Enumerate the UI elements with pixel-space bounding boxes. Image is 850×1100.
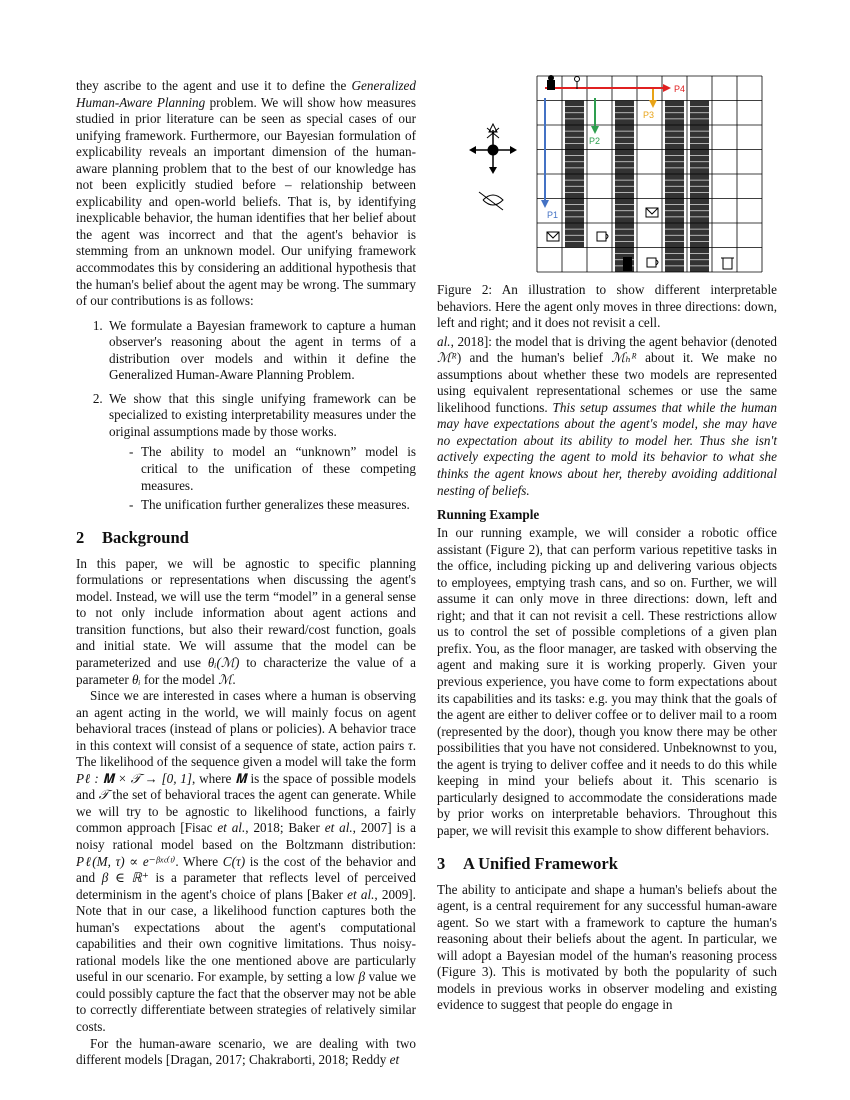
path-p1 (541, 98, 558, 220)
movement-compass (469, 124, 517, 174)
coffee-icon-2 (647, 258, 658, 267)
running-example-paragraph: In our running example, we will consider a robotic office assistant (Figure 2), that can perform various repetitive tasks in the office, including picking up and delivering various objects to employees, emptying trash cans, and so on. Further, we will assume it can only move in three directions: down, left and right; and that it can not revisit a cell. These restrictions allow us to control the set of possible completions of a given plan prefix. You, as the floor manager, are tasked with observing the agent and making sure it is working properly. Given your previous experience, you have come to form expectations about its capabilities and its tasks: e.g. you may think that the goals of the agent are either to deliver coffee or to deliver mail to a room (represented by the door), though you know there may be other possibilities that you have not considered. Unbeknownst to you, the agent is trying to deliver coffee and it needs to do this while keeping in mind your beliefs about it. This scenario is particularly designed to accommodate the considerations made by prior works on interpretable behaviors. Throughout this paper, we will revisit this example to show different behaviors. (437, 525, 777, 838)
intro-paragraph: they ascribe to the agent and use it to define the Generalized Human-Aware Planning problem. We will show how measures studied in prior literature can be seen as special cases of our unifying framework. Furthermore, our Bayesian formulation of explicability reveals an important dimension of the human-aware planning problem that to the best of our knowledge has not been explicitly studied before – relationship between explicability and open-world beliefs. That is, by identifying inexplicable behavior, the human identifies that her belief about the agent was incorrect and that the agent's behavior is stemming from an unknown model. Our unifying framework accommodates this by considering an additional hypothesis that the human's belief about the agent may be wrong. The summary of our contributions is as follows: (76, 78, 416, 309)
grid-world-illustration (437, 72, 777, 282)
contributions-list (76, 318, 416, 514)
path-label-p3: P3 (643, 110, 655, 120)
unified-framework-paragraph: The ability to anticipate and shape a human's beliefs about the agent, is a central requirement for any successful human-aware agent. So we start with a framework to capture the human's reasoning about their beliefs about the agent. In particular, we will adopt a Bayesian model of the human's reasoning process (Figure 3). This is motivated by both the popularity of such models in previous works in observer modeling and existing evidence to suggest that people do engage in (437, 881, 777, 1013)
path-label-p1: P1 (547, 210, 559, 220)
contribution-subitem-2: - The unification further generalizes these measures. (129, 497, 416, 514)
path-p4 (545, 84, 685, 94)
background-paragraph-3: For the human-aware scenario, we are dealing with two different models [Dragan, 2017; Chakraborti, 2018; Reddy et (76, 1035, 416, 1068)
no-revisit-icon (479, 192, 503, 210)
model-paragraph: al., 2018]: the model that is driving the agent behavior (denoted ℳᴿ) and the human's belief ℳₕᴿ about it. We make no assumptions about whether these two models are represented using equivalent representational schemes or use the same likelihood functions. This setup assumes that while the human may have expectations about the agent's model, she may have no expectation about its ability to model her. Thus she isn't actively expecting the agent to mold its behavior to what she thinks the agent knows about her, thereby avoiding additional nesting of beliefs. (437, 333, 777, 498)
path-p3 (643, 88, 657, 120)
figure-2 (437, 72, 777, 282)
left-column (76, 78, 416, 1069)
contribution-sublist (109, 444, 416, 513)
contribution-subitem-1: - The ability to model an “unknown” model is critical to the unification of these competing measures. (129, 444, 416, 494)
coffee-icon-1 (597, 232, 608, 241)
door-icon (623, 257, 632, 271)
contribution-item-1: 1. We formulate a Bayesian framework to capture a human observer's reasoning about the agent in terms of a distribution over models and within it define the Generalized Human-Aware Planning Problem. (106, 318, 416, 384)
background-paragraph-2: Since we are interested in cases where a human is observing an agent acting in the world, we will mainly focus on agent behavioral traces (instead of plans or policies). A behavior trace in this context will consist of a sequence of state, action pairs τ. The likelihood of the sequence given a model will take the form Pℓ : 𝐌 × 𝒯 → [0, 1], where 𝐌 is the space of possible models and 𝒯 the set of behavioral traces the agent can generate. While we will try to be agnostic to likelihood functions, a fairly common approach [Fisac et al., 2018; Baker et al., 2007] is a noisy rational model based on the Boltzmann distribution: Pℓ(M, τ) ∝ e⁻ᵝˣᶜ⁽ᵗ⁾. Where C(τ) is the cost of the behavior and and β ∈ ℝ⁺ is a parameter that reflects level of perceived determinism in the agent's choice of plans [Baker et al., 2009]. Note that in our case, a likelihood function captures both the human's expectations about the agent's computational capabilities and their own cognitive limitations. Thus noisy-rational models like the one mentioned above are particularly useful in our scenario. For example, by setting a low β value we could possibly capture the fact that the observer may not be able to correctly differentiate between strategies of relatively similar costs. (76, 688, 417, 1034)
trash-icon (721, 258, 734, 269)
mail-icon-1 (547, 232, 559, 241)
right-column (437, 72, 777, 1014)
section-heading-unified-framework: 3 A Unified Framework (437, 853, 618, 873)
section-heading-background: 2 Background (76, 527, 189, 547)
path-p2 (589, 98, 600, 146)
background-paragraph-1: In this paper, we will be agnostic to specific planning formulations or representations when discussing the agent's model. Instead, we will use the term “model” in a general sense to not only include information about agent actions and transition functions, but also their reward/cost function, goals and initial state. We will assume that the model can be parameterized and use θᵢ(ℳ) to characterize the value of a parameter θᵢ for the model ℳ. (76, 555, 416, 687)
figure-caption: Figure 2: An illustration to show different interpretable behaviors. Here the agent only moves in three directions: down, left and right; and it does not revisit a cell. (437, 282, 777, 331)
running-example-heading: Running Example (437, 507, 540, 523)
path-label-p2: P2 (589, 136, 601, 146)
robot-icon (547, 75, 555, 90)
grid (537, 76, 762, 272)
mail-icon-2 (646, 208, 658, 217)
contribution-item-2: 2. We show that this single unifying framework can be specialized to existing interpretability measures under the original assumptions made by those works. - The ability to model an “unknown” model is critical to the unification of these competing measures. - The unification further generalizes these measures. (106, 391, 416, 514)
path-label-p4: P4 (674, 84, 686, 94)
